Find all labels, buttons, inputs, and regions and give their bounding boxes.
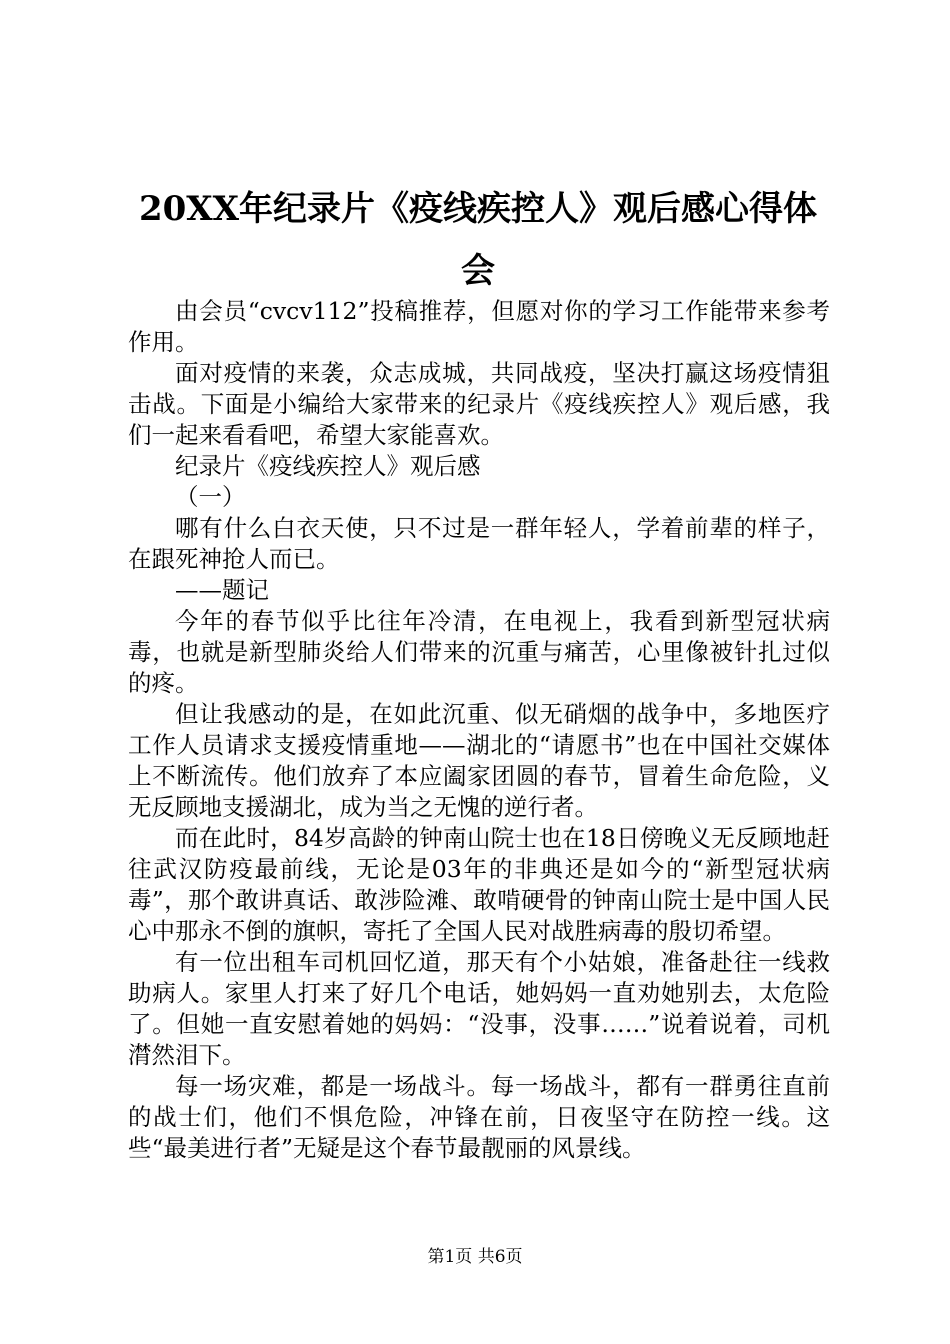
paragraph: 而在此时，84岁高龄的钟南山院士也在18日傍晚义无反顾地赶往武汉防疫最前线，无论是03年的非典还是如今的“新型冠状病毒”，那个敢讲真话、敢涉险滩、敢啃硬骨的钟南山院士是中国人民心中那永不倒的旗帜，寄托了全国人民对战胜病毒的殷切希望。 <box>128 824 830 945</box>
paragraph: 有一位出租车司机回忆道，那天有个小姑娘，准备赴往一线救助病人。家里人打来了好几个电话，她妈妈一直劝她别去，太危险了。但她一直安慰着她的妈妈：“没事，没事……”说着说着，司机潸然泪下。 <box>128 948 830 1069</box>
paragraph: 但让我感动的是，在如此沉重、似无硝烟的战争中，多地医疗工作人员请求支援疫情重地——湖北的“请愿书”也在中国社交媒体上不断流传。他们放弃了本应阖家团圆的春节，冒着生命危险，义无反顾地支援湖北，成为当之无愧的逆行者。 <box>128 700 830 821</box>
paragraph: 每一场灾难，都是一场战斗。每一场战斗，都有一群勇往直前的战士们，他们不惧危险，冲锋在前，日夜坚守在防控一线。这些“最美进行者”无疑是这个春节最靓丽的风景线。 <box>128 1072 830 1162</box>
epigraph-attribution: ——题记 <box>175 576 269 604</box>
page-footer: 第1页 共6页 <box>427 1247 523 1267</box>
paragraph-lead: 面对疫情的来袭，众志成城，共同战疫，坚决打赢这场疫情狙击战。下面是小编给大家带来的纪录片《疫线疾控人》观后感，我们一起来看看吧，希望大家能喜欢。 <box>128 359 830 449</box>
section-number: （一） <box>175 483 246 511</box>
section-heading: 纪录片《疫线疾控人》观后感 <box>175 452 481 480</box>
paragraph: 今年的春节似乎比往年冷清，在电视上，我看到新型冠状病毒，也就是新型肺炎给人们带来的沉重与痛苦，心里像被针扎过似的疼。 <box>128 607 830 697</box>
document-body <box>128 296 830 1164</box>
paragraph-intro: 由会员“cvcv112”投稿推荐，但愿对你的学习工作能带来参考作用。 <box>128 297 830 356</box>
document-title: 20XX年纪录片《疫线疾控人》观后感心得体会 <box>138 189 818 291</box>
paragraph-epigraph: 哪有什么白衣天使，只不过是一群年轻人，学着前辈的样子，在跟死神抢人而已。 <box>128 514 830 573</box>
